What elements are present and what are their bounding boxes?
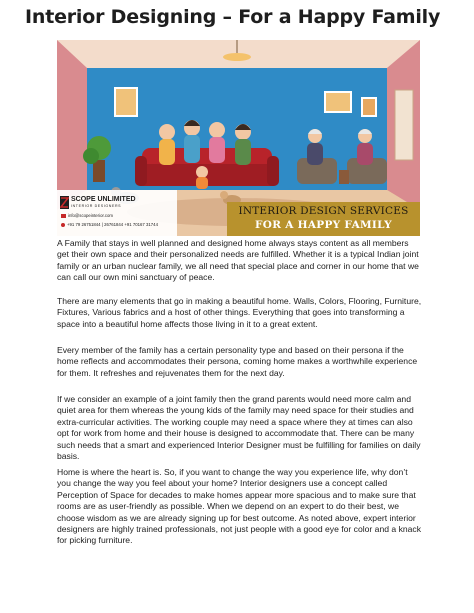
brand-tagline: INTERIOR DESIGNERS xyxy=(71,204,122,208)
email-text: info@scopeinterior.com xyxy=(68,213,113,218)
paragraph: Home is where the heart is. So, if you want to change the way you experience life, why don’t you change the way you feel about your home? Interior designers use a concept called Perception of Space for decades to make homes appear more spacious and to make sure that rooms are as user-friendly as possible. When we depend on an expert to do their best, we choose wisdom as we are already signing up for best outcome. As noted above, expert interior designers are highly trained professionals, not just people with a good eye for color and a knack for picking furniture. xyxy=(57,467,422,546)
phone-icon xyxy=(61,223,65,227)
email-icon xyxy=(61,214,66,218)
paragraph: Every member of the family has a certain personality type and based on their persona if the home reflects and accommodates their persona, coming home makes a worthwhile experience for them. It refreshes and rejuvenates them for the next day. xyxy=(57,345,418,378)
contact-phones xyxy=(61,222,158,227)
paragraph: If we consider an example of a joint family then the grand parents would need more calm and quiet area for them whereas the young kids of the family may need space for their studies and extra-curricular activities. The working couple may need a space where they at times can also opt for work from home and their house is designed to accommodate that. There can be many such needs that a smart and experienced Interior Designer must be fulfilling for families on daily basis. xyxy=(57,394,421,462)
banner-line-1: INTERIOR DESIGN SERVICES xyxy=(238,205,409,217)
banner-line-2: FOR A HAPPY FAMILY xyxy=(255,219,392,231)
paragraph: There are many elements that go in making a beautiful home. Walls, Colors, Flooring, Furniture, Fixtures, Various fabrics and a host of other things. Everything that goes into transforming a space into a beautiful home affects those living in it to a great extent. xyxy=(57,296,422,329)
paragraph: A Family that stays in well planned and designed home always stays content as all members get their own space and their personalized needs are fulfilled. Whether it is a typical Indian joint family or an urban nuclear family, we all need that special place and corner in our home that we can call our own mini sanctuary of peace. xyxy=(57,238,419,283)
page-title: Interior Designing – For a Happy Family xyxy=(25,6,441,28)
phones-text: +91 79 26751844 | 26761844 +91 70167 31744 xyxy=(67,222,158,227)
brand-block xyxy=(59,195,158,236)
brand-name: SCOPE UNLIMITED xyxy=(71,196,136,203)
services-banner xyxy=(227,202,420,236)
contact-email xyxy=(61,213,113,218)
hero-image xyxy=(57,40,420,236)
scope-logo-icon xyxy=(60,196,69,209)
